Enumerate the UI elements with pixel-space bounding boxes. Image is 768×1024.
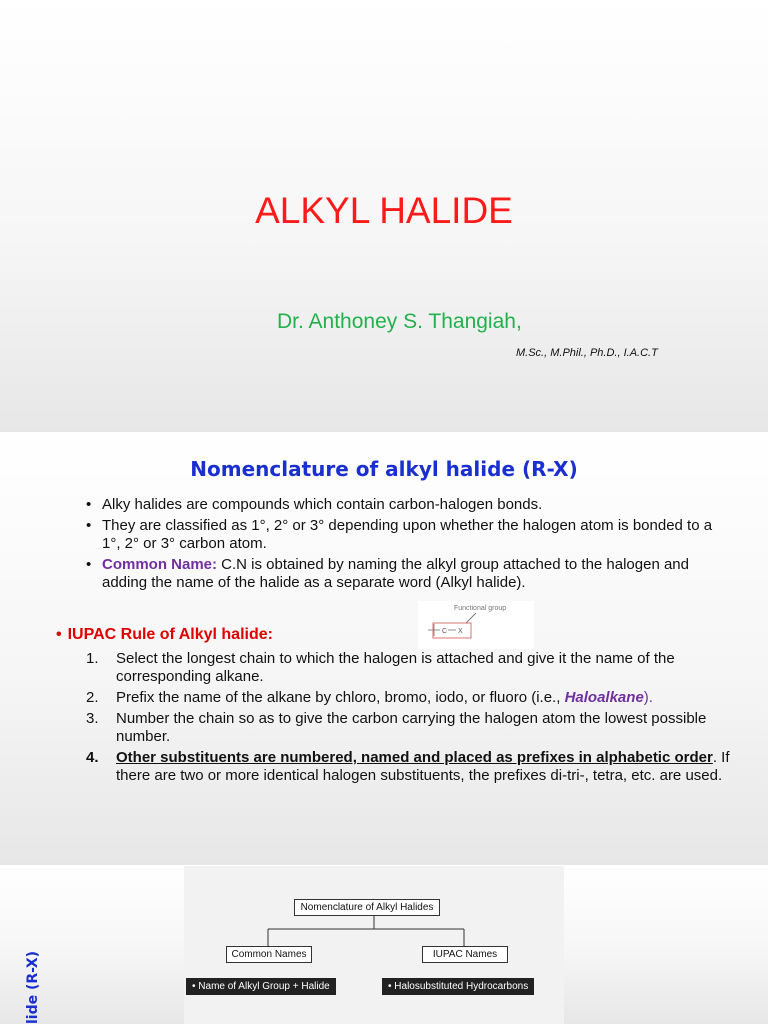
rule-number: 3.: [86, 710, 99, 727]
common-name-text: C.N is obtained by naming the alkyl group attached to the halogen and adding the name of the halide as a separate word (Alkyl halide).: [102, 556, 689, 591]
iupac-heading: [56, 626, 273, 644]
tree-desc-iupac-text: Halosubstituted Hydrocarbons: [394, 981, 529, 992]
iupac-heading-text: IUPAC Rule of Alkyl halide:: [67, 626, 273, 643]
rule-item: [86, 650, 736, 686]
bullet-item: • Alky halides are compounds which contain carbon-halogen bonds.: [86, 496, 726, 514]
bullet-item: • They are classified as 1°, 2° or 3° depending upon whether the halogen atom is bonded to a 1°, 2° or 3° carbon atom.: [86, 517, 726, 553]
tree-root-node: Nomenclature of Alkyl Halides: [294, 899, 440, 916]
rule-item: [86, 710, 736, 746]
bullet-list: [86, 496, 726, 595]
tree-connectors: [184, 866, 564, 1024]
slide-title: ALKYL HALIDE: [255, 190, 513, 231]
tree-node-iupac-names: IUPAC Names: [422, 946, 508, 963]
side-label: [21, 866, 43, 1024]
haloalkane-term: Haloalkane: [564, 689, 644, 706]
rule-text: Number the chain so as to give the carbon carrying the halogen atom the lowest possible number.: [116, 710, 707, 745]
iupac-rules-list: [86, 650, 736, 788]
tree-desc-common: • Name of Alkyl Group + Halide: [186, 978, 336, 995]
side-label-text: lide (R-X): [25, 950, 41, 1024]
rule-item: [86, 749, 736, 785]
functional-group-figure: [418, 601, 534, 649]
rule-item: [86, 689, 736, 707]
functional-group-caption: Functional group: [454, 605, 507, 612]
rule-number: 1.: [86, 650, 99, 667]
rule-number: 2.: [86, 689, 99, 706]
tree-desc-common-text: Name of Alkyl Group + Halide: [198, 981, 330, 992]
bullet-dot: •: [56, 626, 62, 643]
nomenclature-slide: [0, 433, 768, 865]
tree-node-common-names: Common Names: [226, 946, 312, 963]
functional-group-diagram: [418, 601, 534, 649]
nomenclature-tree-slide: [0, 866, 768, 1024]
rule-text-emphasis: Other substituents are numbered, named and placed as prefixes in alphabetic order: [116, 749, 713, 766]
tree-desc-iupac: • Halosubstituted Hydrocarbons: [382, 978, 534, 995]
rule-text: Select the longest chain to which the halogen is attached and give it the name of the corresponding alkane.: [116, 650, 675, 685]
nomenclature-tree: [184, 866, 564, 1024]
author-degrees: M.Sc., M.Phil., Ph.D., I.A.C.T: [516, 347, 658, 359]
author-name: Dr. Anthoney S. Thangiah,: [277, 310, 522, 333]
rule-text: . If there are two or more identical halogen substituents, the prefixes di-tri-, tetra, etc. are used.: [116, 749, 730, 784]
rule-number: 4.: [86, 749, 99, 766]
slide-heading: Nomenclature of alkyl halide (R-X): [190, 457, 578, 481]
halogen-symbol: X: [458, 628, 463, 635]
bullet-item-common-name: [86, 556, 726, 592]
common-name-label: Common Name:: [102, 556, 218, 573]
carbon-symbol: C: [442, 628, 448, 635]
rule-text: Prefix the name of the alkane by chloro, bromo, iodo, or fluoro (i.e.,: [116, 689, 565, 706]
rule-text-end: ).: [643, 689, 653, 706]
title-slide: [0, 0, 768, 432]
